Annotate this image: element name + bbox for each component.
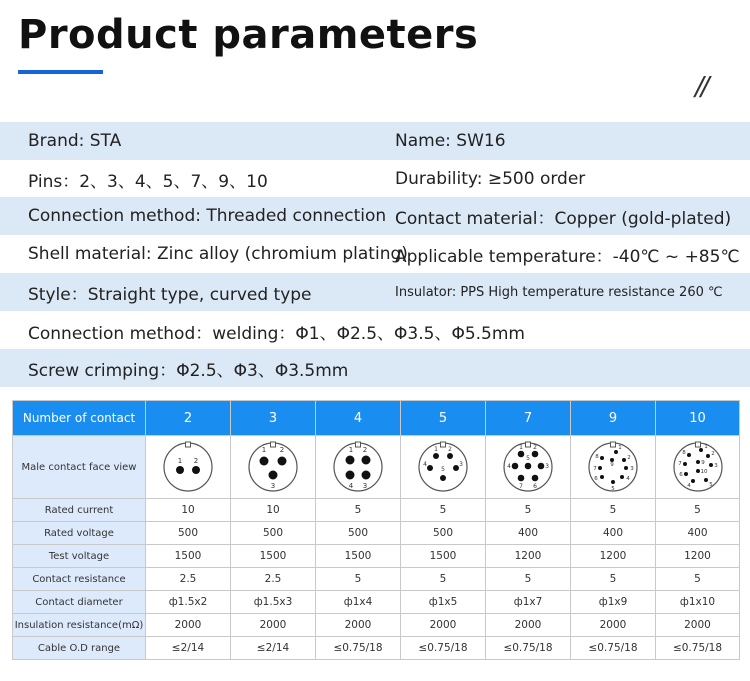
table-cell: 1200 bbox=[656, 545, 740, 568]
param-row-shell bbox=[0, 235, 750, 273]
pin-label: 2 bbox=[193, 457, 199, 465]
param-insulator: Insulator: PPS High temperature resistance 260 ℃ bbox=[395, 284, 723, 300]
table-cell: ф1.5x2 bbox=[146, 591, 231, 614]
table-cell: ≤0.75/18 bbox=[486, 637, 571, 660]
table-cell: 10 bbox=[146, 499, 231, 522]
table-cell: ф1x9 bbox=[571, 591, 656, 614]
param-row-connection bbox=[0, 197, 750, 235]
pin-label: 2 bbox=[533, 444, 537, 451]
param-shell-material: Shell material: Zinc alloy (chromium plating) bbox=[28, 244, 408, 264]
table-cell: 2000 bbox=[486, 614, 571, 637]
face-view-row bbox=[13, 436, 740, 499]
table-row-cable-od-range bbox=[13, 637, 740, 660]
table-cell: ≤2/14 bbox=[231, 637, 316, 660]
row-label: Rated current bbox=[13, 499, 146, 522]
table-cell: 2000 bbox=[656, 614, 740, 637]
connector-face-4-pin-icon bbox=[330, 439, 386, 495]
param-row-pins bbox=[0, 160, 750, 198]
table-cell: ≤0.75/18 bbox=[571, 637, 656, 660]
table-cell: 5 bbox=[401, 499, 486, 522]
table-cell: 5 bbox=[316, 568, 401, 591]
row-label: Contact resistance bbox=[13, 568, 146, 591]
table-cell: 500 bbox=[146, 522, 231, 545]
table-cell: 2000 bbox=[316, 614, 401, 637]
table-cell: ф1x5 bbox=[401, 591, 486, 614]
table-cell: ф1.5x3 bbox=[231, 591, 316, 614]
table-cell: 5 bbox=[486, 568, 571, 591]
table-cell: 2000 bbox=[401, 614, 486, 637]
page-title: Product parameters bbox=[18, 12, 479, 58]
face-cell-5 bbox=[401, 436, 486, 499]
table-row-contact-resistance bbox=[13, 568, 740, 591]
pin-label: 7 bbox=[519, 483, 523, 490]
table-cell: ≤0.75/18 bbox=[401, 637, 486, 660]
pin-label: 3 bbox=[362, 482, 368, 490]
table-cell: ≤0.75/18 bbox=[656, 637, 740, 660]
decorative-slashes: // bbox=[695, 72, 707, 102]
table-cell: 5 bbox=[571, 499, 656, 522]
pin-label: 7 bbox=[677, 461, 682, 467]
table-cell: 5 bbox=[571, 568, 656, 591]
face-cell-10 bbox=[656, 436, 740, 499]
table-cell: 2000 bbox=[146, 614, 231, 637]
table-cell: ф1x4 bbox=[316, 591, 401, 614]
face-cell-9 bbox=[571, 436, 656, 499]
connector-face-2-pin-icon bbox=[160, 439, 216, 495]
pin-label: 2 bbox=[362, 446, 368, 454]
table-cell: 5 bbox=[486, 499, 571, 522]
pin-label: 4 bbox=[507, 463, 511, 470]
table-row-test-voltage bbox=[13, 545, 740, 568]
param-connection-method: Connection method: Threaded connection bbox=[28, 206, 387, 226]
pin-label: 9 bbox=[700, 460, 705, 466]
pin-label: 1 bbox=[703, 444, 708, 450]
param-name: Name: SW16 bbox=[395, 131, 506, 151]
pin-label: 1 bbox=[177, 457, 183, 465]
table-row-rated-current bbox=[13, 499, 740, 522]
header-col-9: 9 bbox=[571, 401, 656, 436]
table-cell: 1500 bbox=[231, 545, 316, 568]
param-contact-material: Contact material：Copper (gold-plated) bbox=[395, 208, 732, 229]
pin-label: 2 bbox=[710, 451, 715, 457]
pin-label: 6 bbox=[678, 472, 683, 478]
param-durability: Durability: ≥500 order bbox=[395, 169, 586, 189]
connector-face-10-pin-icon bbox=[670, 439, 726, 495]
table-cell: 2000 bbox=[231, 614, 316, 637]
pin-label: 3 bbox=[713, 463, 718, 469]
pin-label: 2 bbox=[279, 446, 285, 454]
table-cell: 2.5 bbox=[146, 568, 231, 591]
param-row-brand bbox=[0, 122, 750, 160]
table-cell: 5 bbox=[401, 568, 486, 591]
header-col-2: 2 bbox=[146, 401, 231, 436]
table-row-insulation-resistance bbox=[13, 614, 740, 637]
row-label: Rated voltage bbox=[13, 522, 146, 545]
param-row-welding bbox=[0, 312, 750, 350]
table-header-row bbox=[13, 401, 740, 436]
param-temperature: Applicable temperature：-40℃ ~ +85℃ bbox=[395, 246, 740, 267]
table-cell: ≤2/14 bbox=[146, 637, 231, 660]
pin-label: 5 bbox=[526, 455, 530, 462]
table-cell: 500 bbox=[231, 522, 316, 545]
param-crimping: Screw crimping：Φ2.5、Φ3、Φ3.5mm bbox=[28, 360, 349, 381]
table-cell: 400 bbox=[571, 522, 656, 545]
table-cell: ≤0.75/18 bbox=[316, 637, 401, 660]
param-brand: Brand: STA bbox=[28, 131, 122, 151]
face-view-label: Male contact face view bbox=[13, 436, 146, 499]
pin-label: 5 bbox=[611, 486, 615, 492]
param-row-crimping bbox=[0, 349, 750, 387]
pin-label: 8 bbox=[681, 450, 686, 456]
pin-label: 3 bbox=[459, 461, 463, 468]
pin-label: 5 bbox=[441, 466, 445, 473]
connector-face-3-pin-icon bbox=[245, 439, 301, 495]
param-pins: Pins：2、3、4、5、7、9、10 bbox=[28, 171, 268, 192]
header-number-of-contact: Number of contact bbox=[13, 401, 146, 436]
table-cell: 500 bbox=[316, 522, 401, 545]
face-cell-4 bbox=[316, 436, 401, 499]
connector-face-5-pin-icon bbox=[415, 439, 471, 495]
pin-label: 9 bbox=[610, 462, 614, 468]
pin-label: 10 bbox=[700, 469, 707, 475]
pin-label: 2 bbox=[627, 455, 631, 461]
pin-label: 8 bbox=[595, 454, 599, 460]
face-cell-7 bbox=[486, 436, 571, 499]
spec-table bbox=[12, 400, 740, 660]
pin-label: 1 bbox=[519, 444, 523, 451]
face-cell-3 bbox=[231, 436, 316, 499]
pin-label: 4 bbox=[423, 461, 427, 468]
table-cell: 400 bbox=[486, 522, 571, 545]
connector-face-9-pin-icon bbox=[585, 439, 641, 495]
pin-label: 1 bbox=[618, 445, 622, 451]
pin-label: 3 bbox=[630, 466, 634, 472]
table-row-rated-voltage bbox=[13, 522, 740, 545]
table-cell: 5 bbox=[656, 568, 740, 591]
table-cell: 1200 bbox=[571, 545, 656, 568]
table-cell: ф1x10 bbox=[656, 591, 740, 614]
param-welding: Connection method：welding：Φ1、Φ2.5、Φ3.5、Φ5.5mm bbox=[28, 323, 525, 344]
pin-label: 5 bbox=[708, 482, 713, 488]
row-label: Cable O.D range bbox=[13, 637, 146, 660]
pin-label: 2 bbox=[448, 446, 452, 453]
row-label: Insulation resistance(mΩ) bbox=[13, 614, 146, 637]
table-cell: 1500 bbox=[401, 545, 486, 568]
param-style: Style：Straight type, curved type bbox=[28, 284, 312, 305]
pin-label: 4 bbox=[626, 476, 630, 482]
connector-face-7-pin-icon bbox=[500, 439, 556, 495]
title-underline bbox=[18, 70, 103, 74]
table-cell: 2000 bbox=[571, 614, 656, 637]
pin-label: 4 bbox=[348, 482, 354, 490]
header-col-5: 5 bbox=[401, 401, 486, 436]
face-cell-2 bbox=[146, 436, 231, 499]
table-cell: ф1x7 bbox=[486, 591, 571, 614]
pin-label: 4 bbox=[686, 483, 691, 489]
pin-label: 7 bbox=[593, 466, 597, 472]
pin-label: 1 bbox=[348, 446, 354, 454]
table-row-contact-diameter bbox=[13, 591, 740, 614]
table-cell: 1200 bbox=[486, 545, 571, 568]
header-col-3: 3 bbox=[231, 401, 316, 436]
row-label: Contact diameter bbox=[13, 591, 146, 614]
pin-label: 6 bbox=[533, 483, 537, 490]
pin-label: 1 bbox=[434, 446, 438, 453]
pin-label: 1 bbox=[261, 446, 267, 454]
param-row-style bbox=[0, 273, 750, 311]
table-cell: 400 bbox=[656, 522, 740, 545]
row-label: Test voltage bbox=[13, 545, 146, 568]
table-cell: 10 bbox=[231, 499, 316, 522]
table-cell: 2.5 bbox=[231, 568, 316, 591]
table-cell: 1500 bbox=[316, 545, 401, 568]
pin-label: 3 bbox=[270, 482, 276, 490]
table-cell: 1500 bbox=[146, 545, 231, 568]
pin-label: 6 bbox=[594, 476, 598, 482]
table-cell: 500 bbox=[401, 522, 486, 545]
header-col-4: 4 bbox=[316, 401, 401, 436]
pin-label: 3 bbox=[545, 463, 549, 470]
table-cell: 5 bbox=[656, 499, 740, 522]
table-cell: 5 bbox=[316, 499, 401, 522]
header-col-7: 7 bbox=[486, 401, 571, 436]
header-col-10: 10 bbox=[656, 401, 740, 436]
